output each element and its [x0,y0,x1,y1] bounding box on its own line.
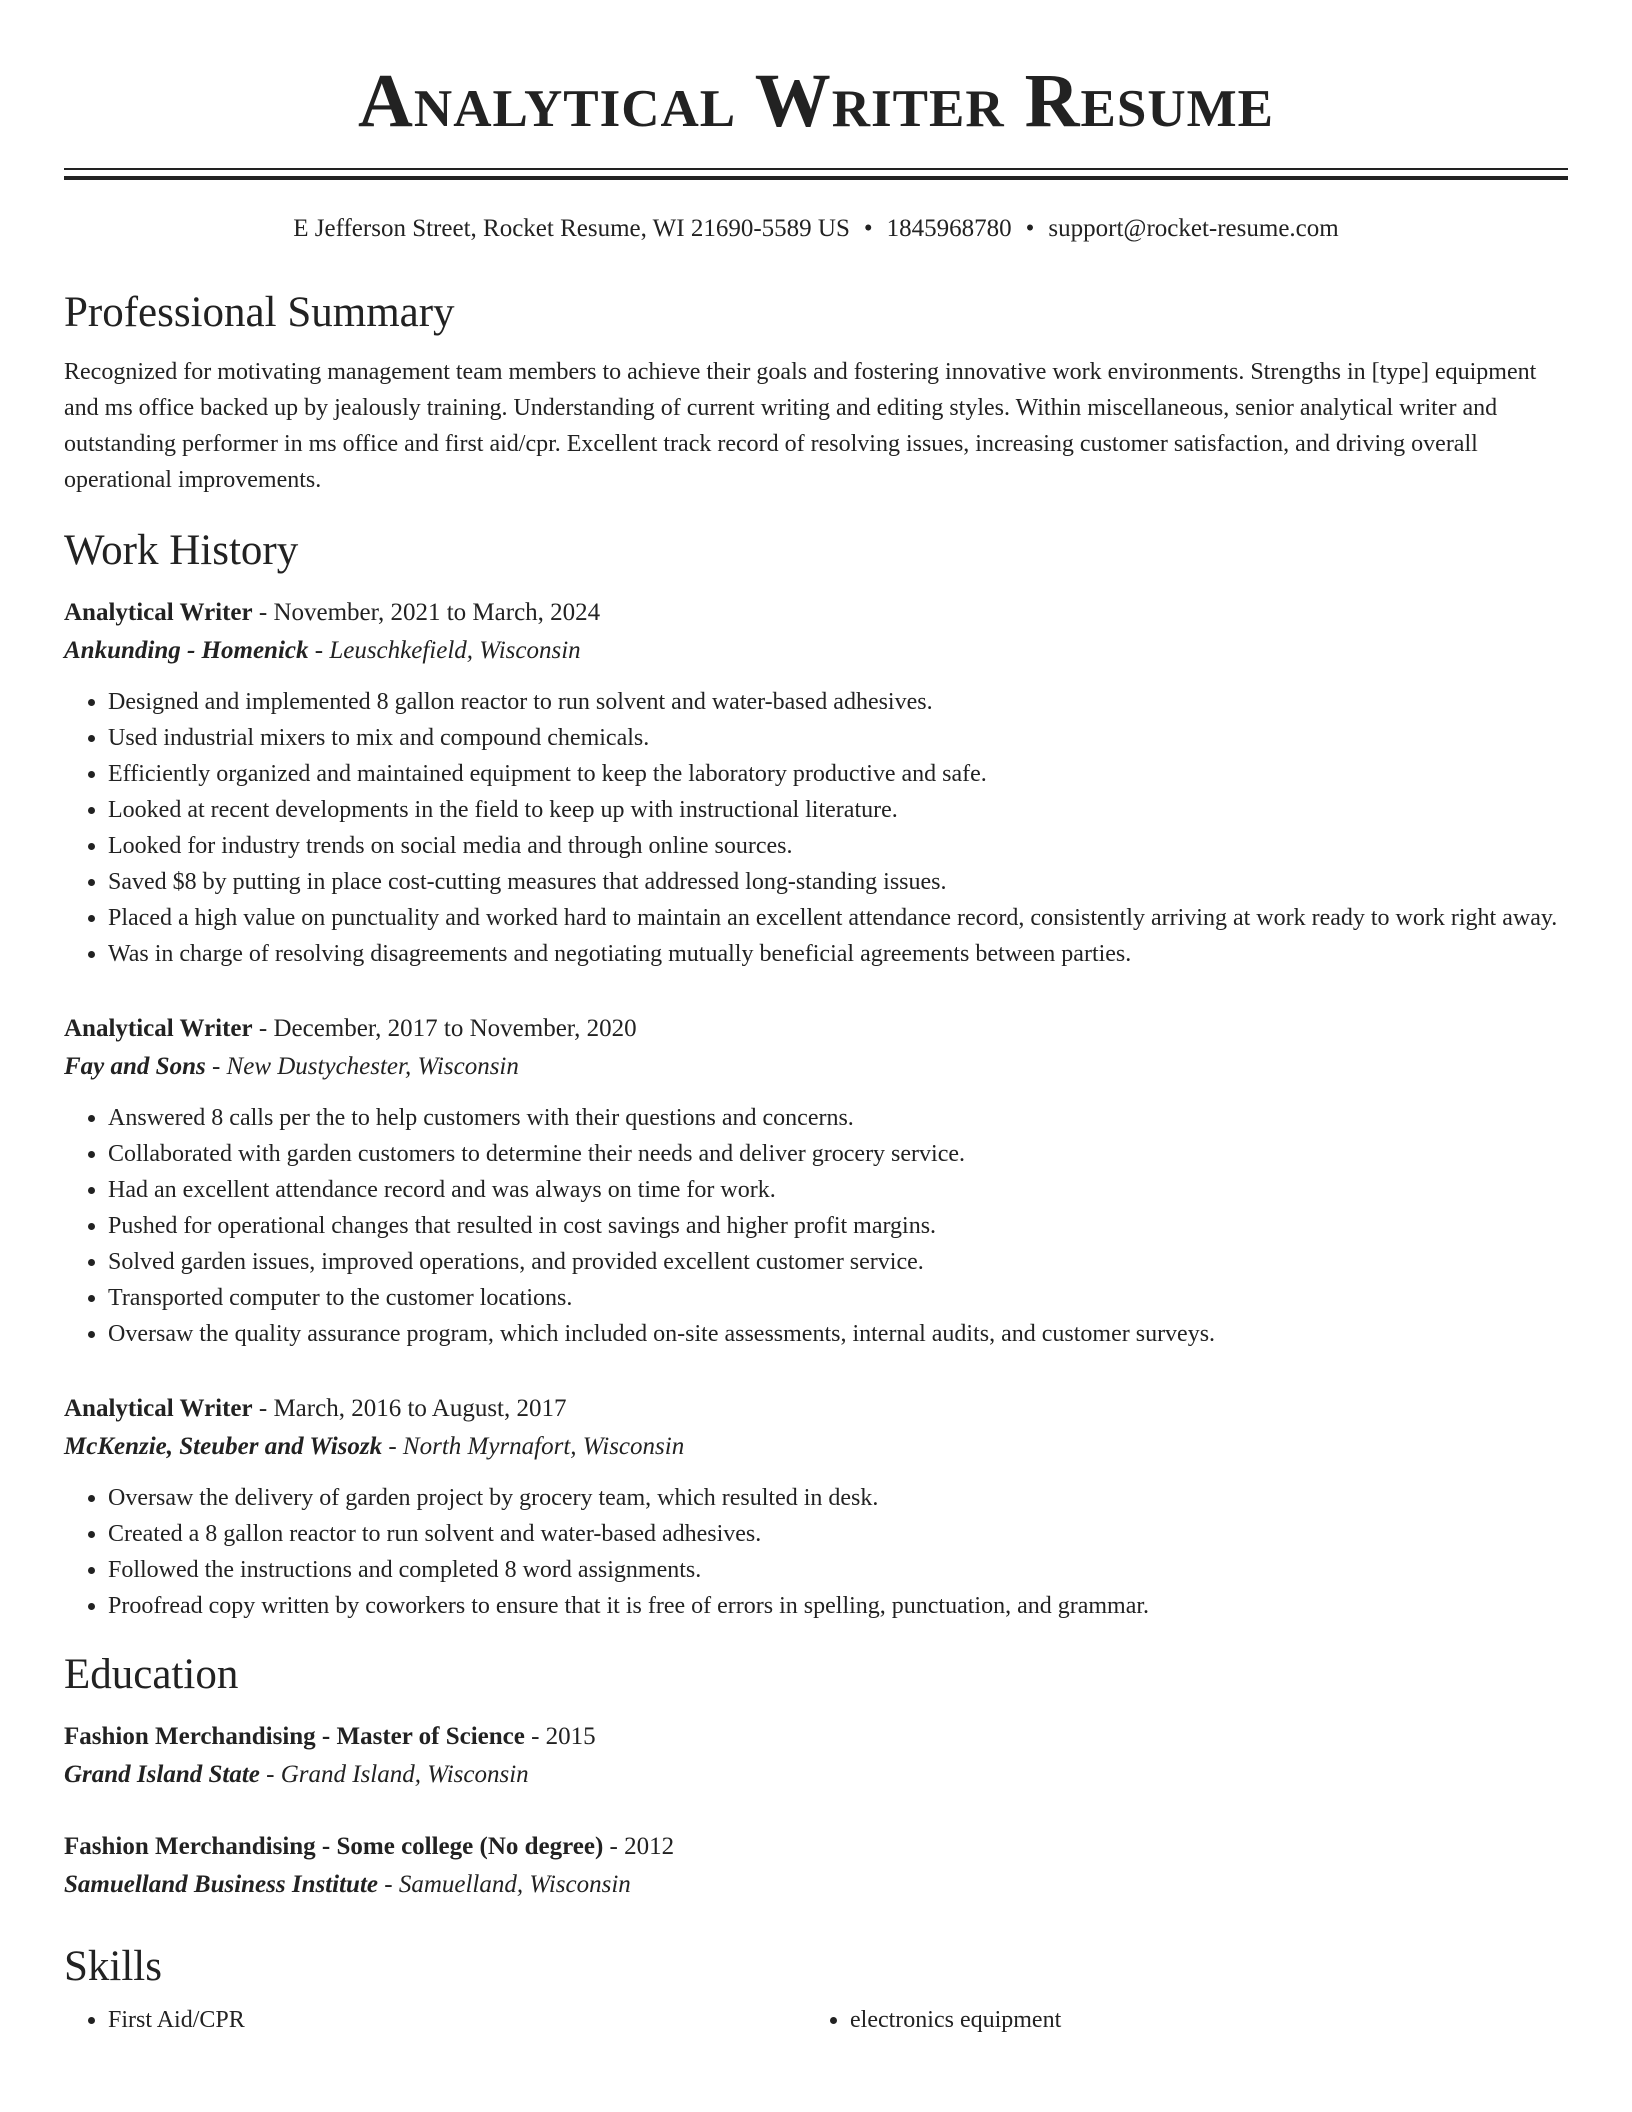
list-item: • Followed the instructions and completed 8 word assignments. [108,1552,1568,1588]
education-school-line [64,1866,1568,1904]
education-year: - 2015 [531,1723,596,1750]
skills-column-left [64,2002,806,2038]
contact-separator: • [1025,215,1035,242]
job-bullets [64,684,1568,972]
education-school: Grand Island State [64,1761,260,1788]
job-title-line [64,594,1568,632]
skills-list [64,2002,1568,2038]
list-item: • Transported computer to the customer locations. [108,1280,1568,1316]
job-dates: - November, 2021 to March, 2024 [258,599,601,626]
education-location: - Samuelland, Wisconsin [384,1871,631,1898]
summary-heading: Professional Summary [64,289,455,336]
job-location: - New Dustychester, Wisconsin [211,1053,519,1080]
resume-title: Analytical Writer Resume [358,59,1274,143]
contact-phone: 1845968780 [886,215,1012,242]
job-bullets [64,1480,1568,1624]
list-item: • Placed a high value on punctuality and worked hard to maintain an excellent attendance record, consistently arriving at work ready to work right away. [108,900,1568,936]
list-item: • Designed and implemented 8 gallon reactor to run solvent and water-based adhesives. [108,684,1568,720]
list-item: • Collaborated with garden customers to determine their needs and deliver grocery service. [108,1136,1568,1172]
list-item: • Efficiently organized and maintained equipment to keep the laboratory productive and safe. [108,756,1568,792]
list-item: • Oversaw the delivery of garden project by grocery team, which resulted in desk. [108,1480,1568,1516]
job-company-line [64,1048,1568,1086]
job-company: Fay and Sons [64,1053,206,1080]
job-company: McKenzie, Steuber and Wisozk [64,1433,383,1460]
list-item: • Solved garden issues, improved operations, and provided excellent customer service. [108,1244,1568,1280]
job-title: Analytical Writer [64,1395,253,1422]
education-degree: Fashion Merchandising - Some college (No degree) [64,1833,604,1860]
education-heading: Education [64,1651,239,1698]
education-location: - Grand Island, Wisconsin [266,1761,529,1788]
skill-item: • First Aid/CPR [108,2002,806,2038]
job-entry [64,1390,1568,1624]
education-school-line [64,1756,1568,1794]
job-title-line [64,1390,1568,1428]
list-item: • Answered 8 calls per the to help customers with their questions and concerns. [108,1100,1568,1136]
resume-page [64,0,1568,2038]
education-year: - 2012 [609,1833,675,1860]
list-item: • Proofread copy written by coworkers to ensure that it is free of errors in spelling, punctuation, and grammar. [108,1588,1568,1624]
education-degree-line [64,1828,1568,1866]
list-item: • Had an excellent attendance record and was always on time for work. [108,1172,1568,1208]
skill-item: • electronics equipment [850,2002,1548,2038]
job-title: Analytical Writer [64,599,253,626]
job-entry [64,1010,1568,1352]
job-company-line [64,632,1568,670]
list-item: • Looked for industry trends on social media and through online sources. [108,828,1568,864]
job-company-line [64,1428,1568,1466]
list-item: • Saved $8 by putting in place cost-cutting measures that addressed long-standing issues. [108,864,1568,900]
skills-heading: Skills [64,1943,162,1990]
job-title-line [64,1010,1568,1048]
contact-email: support@rocket-resume.com [1048,215,1339,242]
education-entry [64,1828,1568,1904]
list-item: • Pushed for operational changes that resulted in cost savings and higher profit margins. [108,1208,1568,1244]
job-entry [64,594,1568,972]
education-degree-line [64,1718,1568,1756]
job-dates: - December, 2017 to November, 2020 [258,1015,637,1042]
job-bullets [64,1100,1568,1352]
title-rule-thick [64,176,1568,180]
list-item: • Created a 8 gallon reactor to run solvent and water-based adhesives. [108,1516,1568,1552]
summary-text: Recognized for motivating management team members to achieve their goals and fostering innovative work environments. Strengths in [type] equipment and ms office backed up by jealously training. Understanding of current writing and editing styles. Within miscellaneous, senior analytical writer and outstanding performer in ms office and first aid/cpr. Excellent track record of resolving issues, increasing customer satisfaction, and driving overall operational improvements. [64,359,1537,493]
education-entry [64,1718,1568,1794]
title-rule-thin [64,168,1568,170]
job-location: - Leuschkefield, Wisconsin [314,637,581,664]
skills-column-right [806,2002,1548,2038]
job-company: Ankunding - Homenick [64,637,309,664]
list-item: • Used industrial mixers to mix and compound chemicals. [108,720,1568,756]
contact-address: E Jefferson Street, Rocket Resume, WI 21690-5589 US [293,215,850,242]
contact-line [64,214,1568,244]
list-item: • Was in charge of resolving disagreements and negotiating mutually beneficial agreements between parties. [108,936,1568,972]
job-location: - North Myrnafort, Wisconsin [388,1433,685,1460]
contact-separator: • [863,215,873,242]
education-school: Samuelland Business Institute [64,1871,379,1898]
job-title: Analytical Writer [64,1015,253,1042]
education-degree: Fashion Merchandising - Master of Science [64,1723,525,1750]
work-history-heading: Work History [64,527,299,574]
list-item: • Looked at recent developments in the field to keep up with instructional literature. [108,792,1568,828]
job-dates: - March, 2016 to August, 2017 [258,1395,567,1422]
list-item: • Oversaw the quality assurance program, which included on-site assessments, internal audits, and customer surveys. [108,1316,1568,1352]
